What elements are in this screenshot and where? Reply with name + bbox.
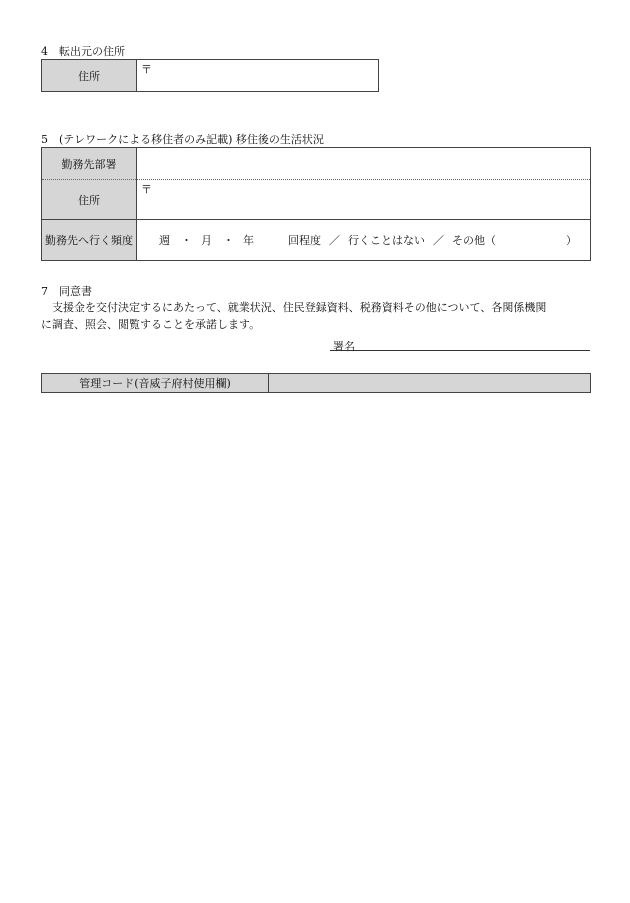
admin-code-field [269,374,591,393]
freq-other[interactable]: その他（ [452,234,496,247]
freq-times: 回程度 [288,234,321,247]
dept-field[interactable] [137,148,591,180]
freq-week[interactable]: 週 [159,234,170,247]
freq-year[interactable]: 年 [243,234,254,247]
living-status-table [41,147,591,261]
section7-title: 7 同意書 [41,285,92,298]
admin-code-table [41,373,591,393]
postal-mark: 〒 [141,183,152,196]
freq-dot: ・ [181,234,192,247]
freq-slash: ／ [433,234,444,247]
origin-address-table [41,59,379,92]
frequency-field[interactable] [137,220,591,261]
signature-line[interactable] [330,350,590,351]
consent-line-2: に調査、照会、閲覧することを承諾します。 [41,318,261,331]
freq-month[interactable]: 月 [201,234,212,247]
frequency-label: 勤務先へ行く頻度 [42,220,137,261]
postal-mark: 〒 [141,63,152,76]
admin-code-label: 管理コード(音威子府村使用欄) [42,374,269,393]
signature-label: 署名 [333,340,355,353]
consent-line-1: 支援金を交付決定するにあたって、就業状況、住民登録資料、税務資料その他について、各関係機関 [52,301,547,314]
work-address-field[interactable] [137,180,591,220]
work-address-label: 住所 [42,180,137,220]
freq-slash: ／ [329,234,340,247]
origin-address-field[interactable] [137,60,379,92]
section4-title: 4 転出元の住所 [41,45,125,58]
section5-title: 5 (テレワークによる移住者のみ記載) 移住後の生活状況 [41,133,324,146]
dept-label: 勤務先部署 [42,148,137,180]
freq-close: ） [566,234,577,247]
freq-never[interactable]: 行くことはない [348,234,425,247]
origin-address-label: 住所 [42,60,137,92]
freq-dot: ・ [223,234,234,247]
